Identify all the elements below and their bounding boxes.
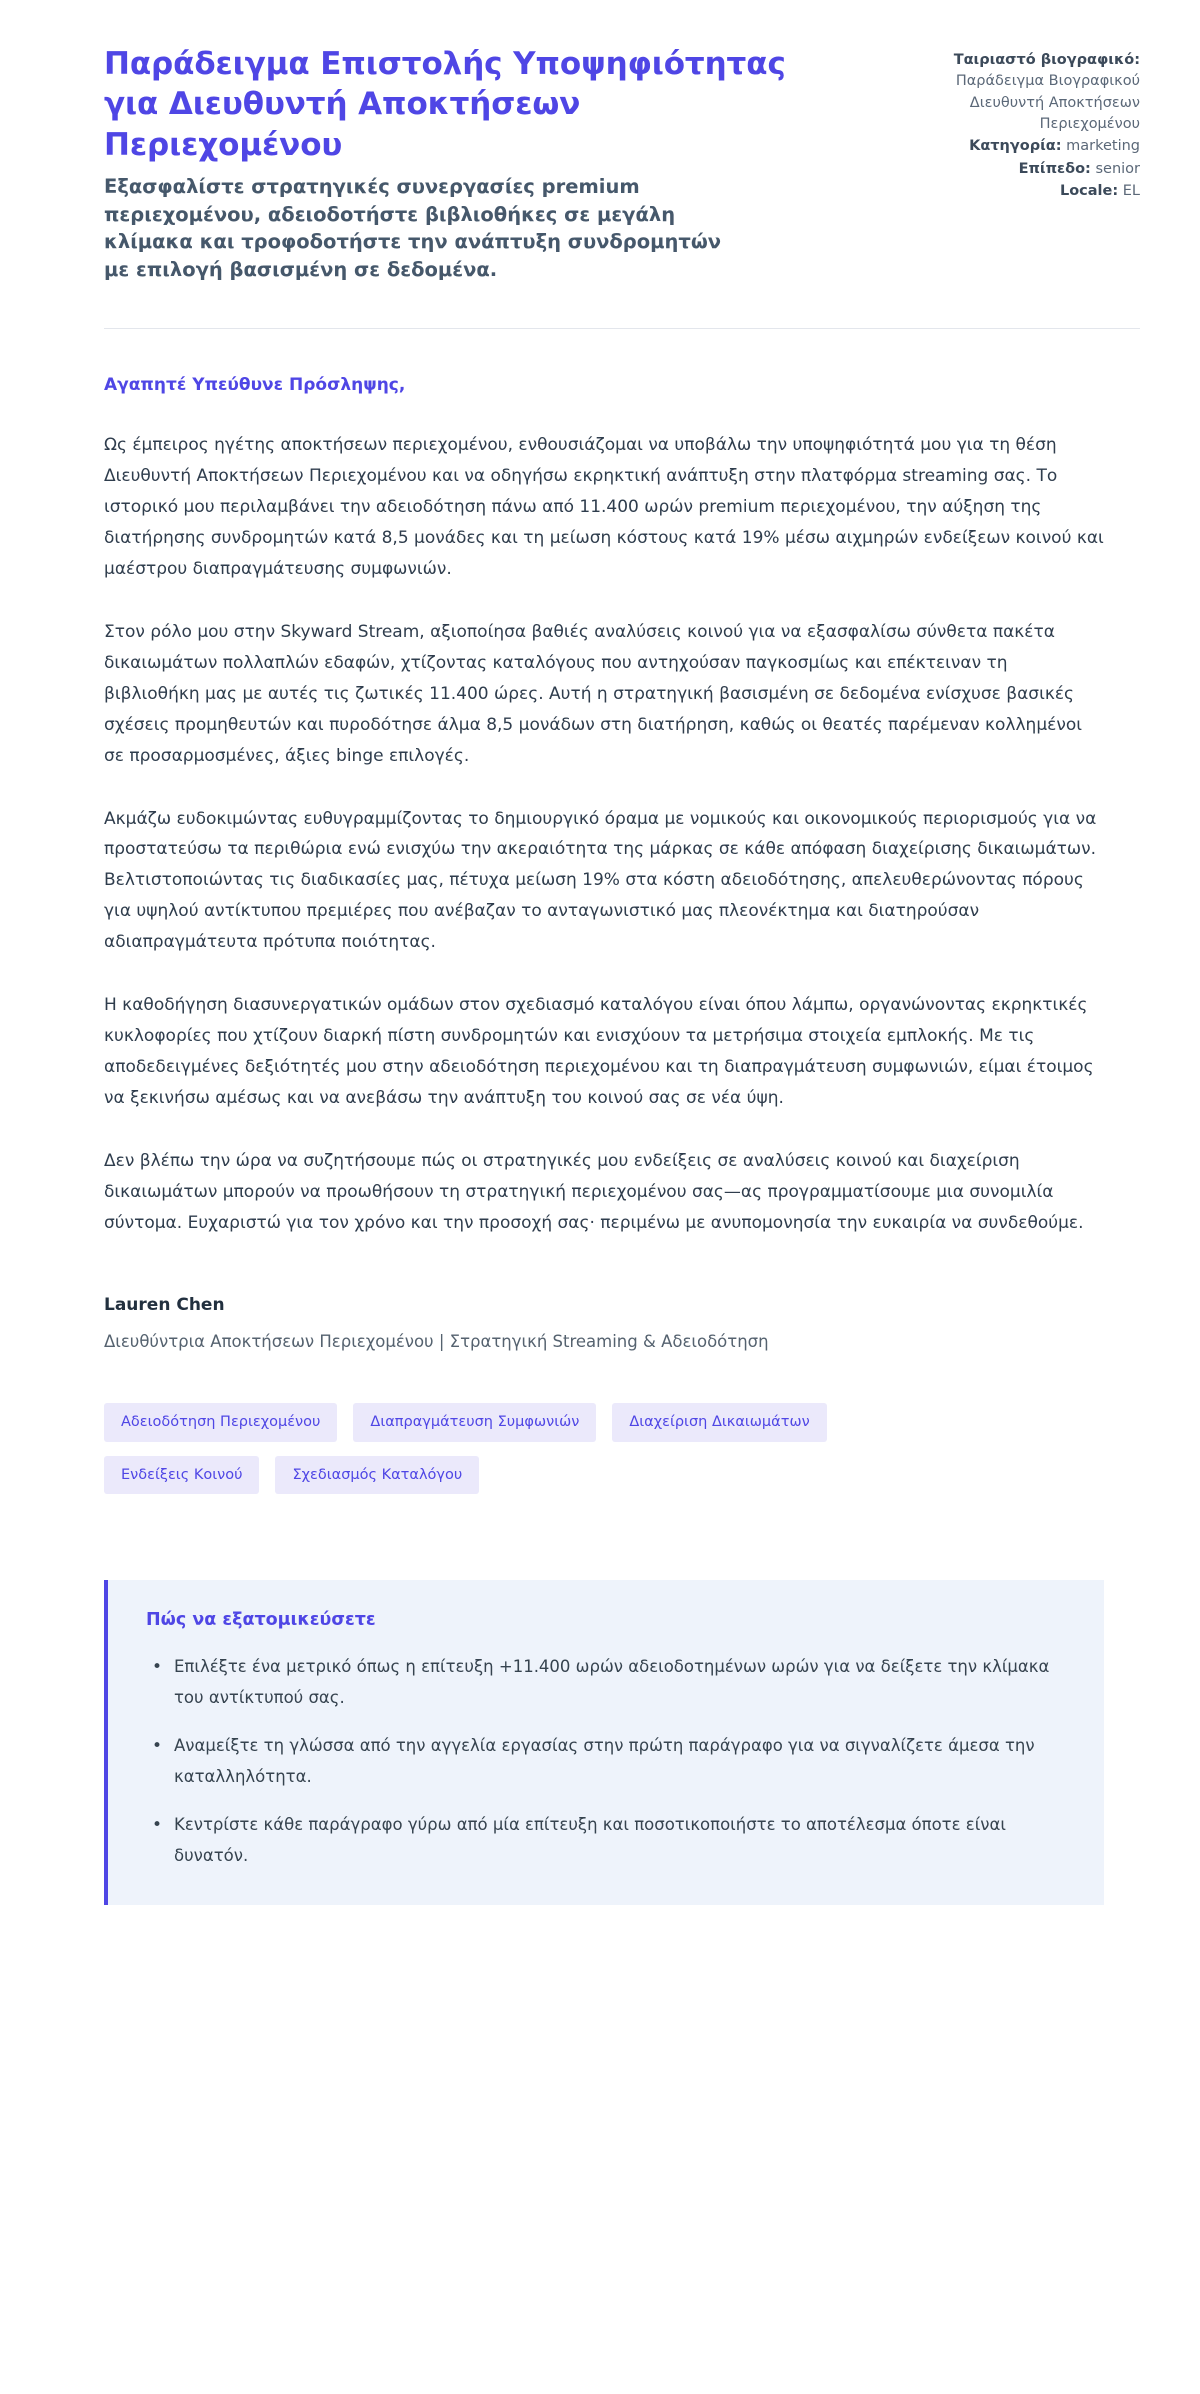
signature-block — [104, 1295, 1140, 1355]
letter-paragraph: Δεν βλέπω την ώρα να συζητήσουμε πώς οι στρατηγικές μου ενδείξεις σε αναλύσεις κοινού και διαχείριση δικαιωμάτων μπορούν να προωθήσουν τη στρατηγική περιεχομένου σας—ας προγραμματίσουμε μια συνομιλία σύντομα. Ευχαριστώ για τον χρόνο και την προσοχή σας· περιμένω με ανυπομονησία την ευκαιρία να συνδεθούμε. — [104, 1150, 1084, 1233]
personalization-callout — [104, 1580, 1104, 1905]
skill-tag[interactable]: Αδειοδότηση Περιεχομένου — [104, 1403, 337, 1442]
meta-level-key: Επίπεδο: — [1018, 160, 1091, 177]
signature-name: Lauren Chen — [104, 1294, 225, 1315]
skill-tag[interactable]: Διαπραγμάτευση Συμφωνιών — [353, 1403, 596, 1442]
meta-category-value: marketing — [1066, 138, 1140, 155]
skill-tag[interactable]: Ενδείξεις Κοινού — [104, 1456, 259, 1495]
letter-paragraph: Ακμάζω ευδοκιμώντας ευθυγραμμίζοντας το δημιουργικό όραμα με νομικούς και οικονομικούς περιορισμούς για να προστατεύσω τα περιθώρια ενώ ενισχύω την ακεραιότητα της μάρκας σε κάθε απόφαση διαχείρισης δικαιωμάτων. Βελτιστοποιώντας τις διαδικασίες μας, πέτυχα μείωση 19% στα κόστη αδειοδότησης, απελευθερώνοντας πόρους για υψηλού αντίκτυπου πρεμιέρες που ανέβαζαν το ανταγωνιστικό μας πλεονέκτημα και διατηρούσαν αδιαπραγμάτευτα πρότυπα ποιότητας. — [104, 808, 1097, 953]
letter-body — [104, 373, 1140, 1239]
page-header — [104, 44, 1140, 284]
list-item: • Αναμείξτε τη γλώσσα από την αγγελία εργασίας στην πρώτη παράγραφο για να σιγναλίζετε άμεσα την καταλληλότητα. — [168, 1731, 1066, 1792]
header-divider — [104, 328, 1140, 329]
matched-resume-value[interactable]: Παράδειγμα Βιογραφικού Διευθυντή Αποκτήσεων Περιεχομένου — [955, 73, 1140, 132]
letter-paragraph: Ως έμπειρος ηγέτης αποκτήσεων περιεχομένου, ενθουσιάζομαι να υποβάλω την υποψηφιότητά μου για τη θέση Διευθυντή Αποκτήσεων Περιεχομένου και να οδηγήσω εκρηκτική ανάπτυξη στην πλατφόρμα streaming σας. Το ιστορικό μου περιλαμβάνει την αδειοδότηση πάνω από 11.400 ωρών premium περιεχομένου, την αύξηση της διατήρησης συνδρομητών κατά 8,5 μονάδες και τη μείωση κόστους κατά 19% μέσω αιχμηρών ενδείξεων κοινού και μαέστρου διαπραγμάτευσης συμφωνιών. — [104, 435, 1104, 579]
meta-level-value: senior — [1095, 160, 1140, 177]
letter-paragraph: Η καθοδήγηση διασυνεργατικών ομάδων στον σχεδιασμό καταλόγου είναι όπου λάμπω, οργανώνοντας εκρηκτικές κυκλοφορίες που χτίζουν διαρκή πίστη συνδρομητών και ενισχύουν τα μετρήσιμα στοιχεία εμπλοκής. Με τις αποδεδειγμένες δεξιότητές μου στην αδειοδότηση περιεχομένου και τη διαπραγμάτευση συμφωνιών, είμαι έτοιμος να ξεκινήσω αμέσως και να ανεβάσω την ανάπτυξη του κοινού σας σε νέα ύψη. — [104, 995, 1094, 1109]
meta-locale-value: EL — [1122, 182, 1140, 199]
list-item: • Κεντρίστε κάθε παράγραφο γύρω από μία επίτευξη και ποσοτικοποιήστε το αποτέλεσμα όποτε είναι δυνατόν. — [168, 1810, 1066, 1871]
list-item: • Επιλέξτε ένα μετρικό όπως η επίτευξη +11.400 ωρών αδειοδοτημένων ωρών για να δείξετε την κλίμακα του αντίκτυπού σας. — [168, 1652, 1066, 1713]
page-title: Παράδειγμα Επιστολής Υποψηφιότητας για Διευθυντή Αποκτήσεων Περιεχομένου — [104, 46, 786, 163]
skill-tag[interactable]: Διαχείριση Δικαιωμάτων — [612, 1403, 826, 1442]
header-text-block — [104, 44, 804, 284]
matched-resume-label: Ταιριαστό βιογραφικό: — [953, 52, 1140, 68]
letter-salutation: Αγαπητέ Υπεύθυνε Πρόσληψης, — [104, 374, 406, 395]
skill-tag[interactable]: Σχεδιασμός Καταλόγου — [275, 1456, 479, 1495]
letter-paragraph: Στον ρόλο μου στην Skyward Stream, αξιοποίησα βαθιές αναλύσεις κοινού για να εξασφαλίσω σύνθετα πακέτα δικαιωμάτων πολλαπλών εδαφών, χτίζοντας καταλόγους που αντηχούσαν παγκοσμίως και επέκτειναν τη βιβλιοθήκη μας με αυτές τις ζωτικές 11.400 ώρες. Αυτή η στρατηγική βασισμένη σε δεδομένα ενίσχυσε βασικές σχέσεις προμηθευτών και πυροδότησε άλμα 8,5 μονάδων στη διατήρηση, καθώς οι θεατές παρέμεναν κολλημένοι σε προσαρμοσμένες, άξιες binge επιλογές. — [104, 621, 1082, 766]
callout-list — [146, 1652, 1066, 1871]
meta-category-row — [910, 136, 1140, 157]
meta-category-key: Κατηγορία: — [969, 138, 1062, 155]
meta-locale-row — [910, 181, 1140, 202]
meta-level-row — [910, 159, 1140, 180]
meta-locale-key: Locale: — [1059, 182, 1119, 199]
page-subtitle: Εξασφαλίστε στρατηγικές συνεργασίες premium περιεχομένου, αδειοδοτήστε βιβλιοθήκες σε μεγάλη κλίμακα και τροφοδοτήστε την ανάπτυξη συνδρομητών με επιλογή βασισμένη σε δεδομένα. — [104, 174, 722, 281]
skill-tag-list — [104, 1403, 984, 1494]
callout-title: Πώς να εξατομικεύσετε — [146, 1610, 376, 1631]
document-meta-panel — [910, 44, 1140, 202]
signature-title: Διευθύντρια Αποκτήσεων Περιεχομένου | Στρατηγική Streaming & Αδειοδότηση — [104, 1331, 769, 1351]
